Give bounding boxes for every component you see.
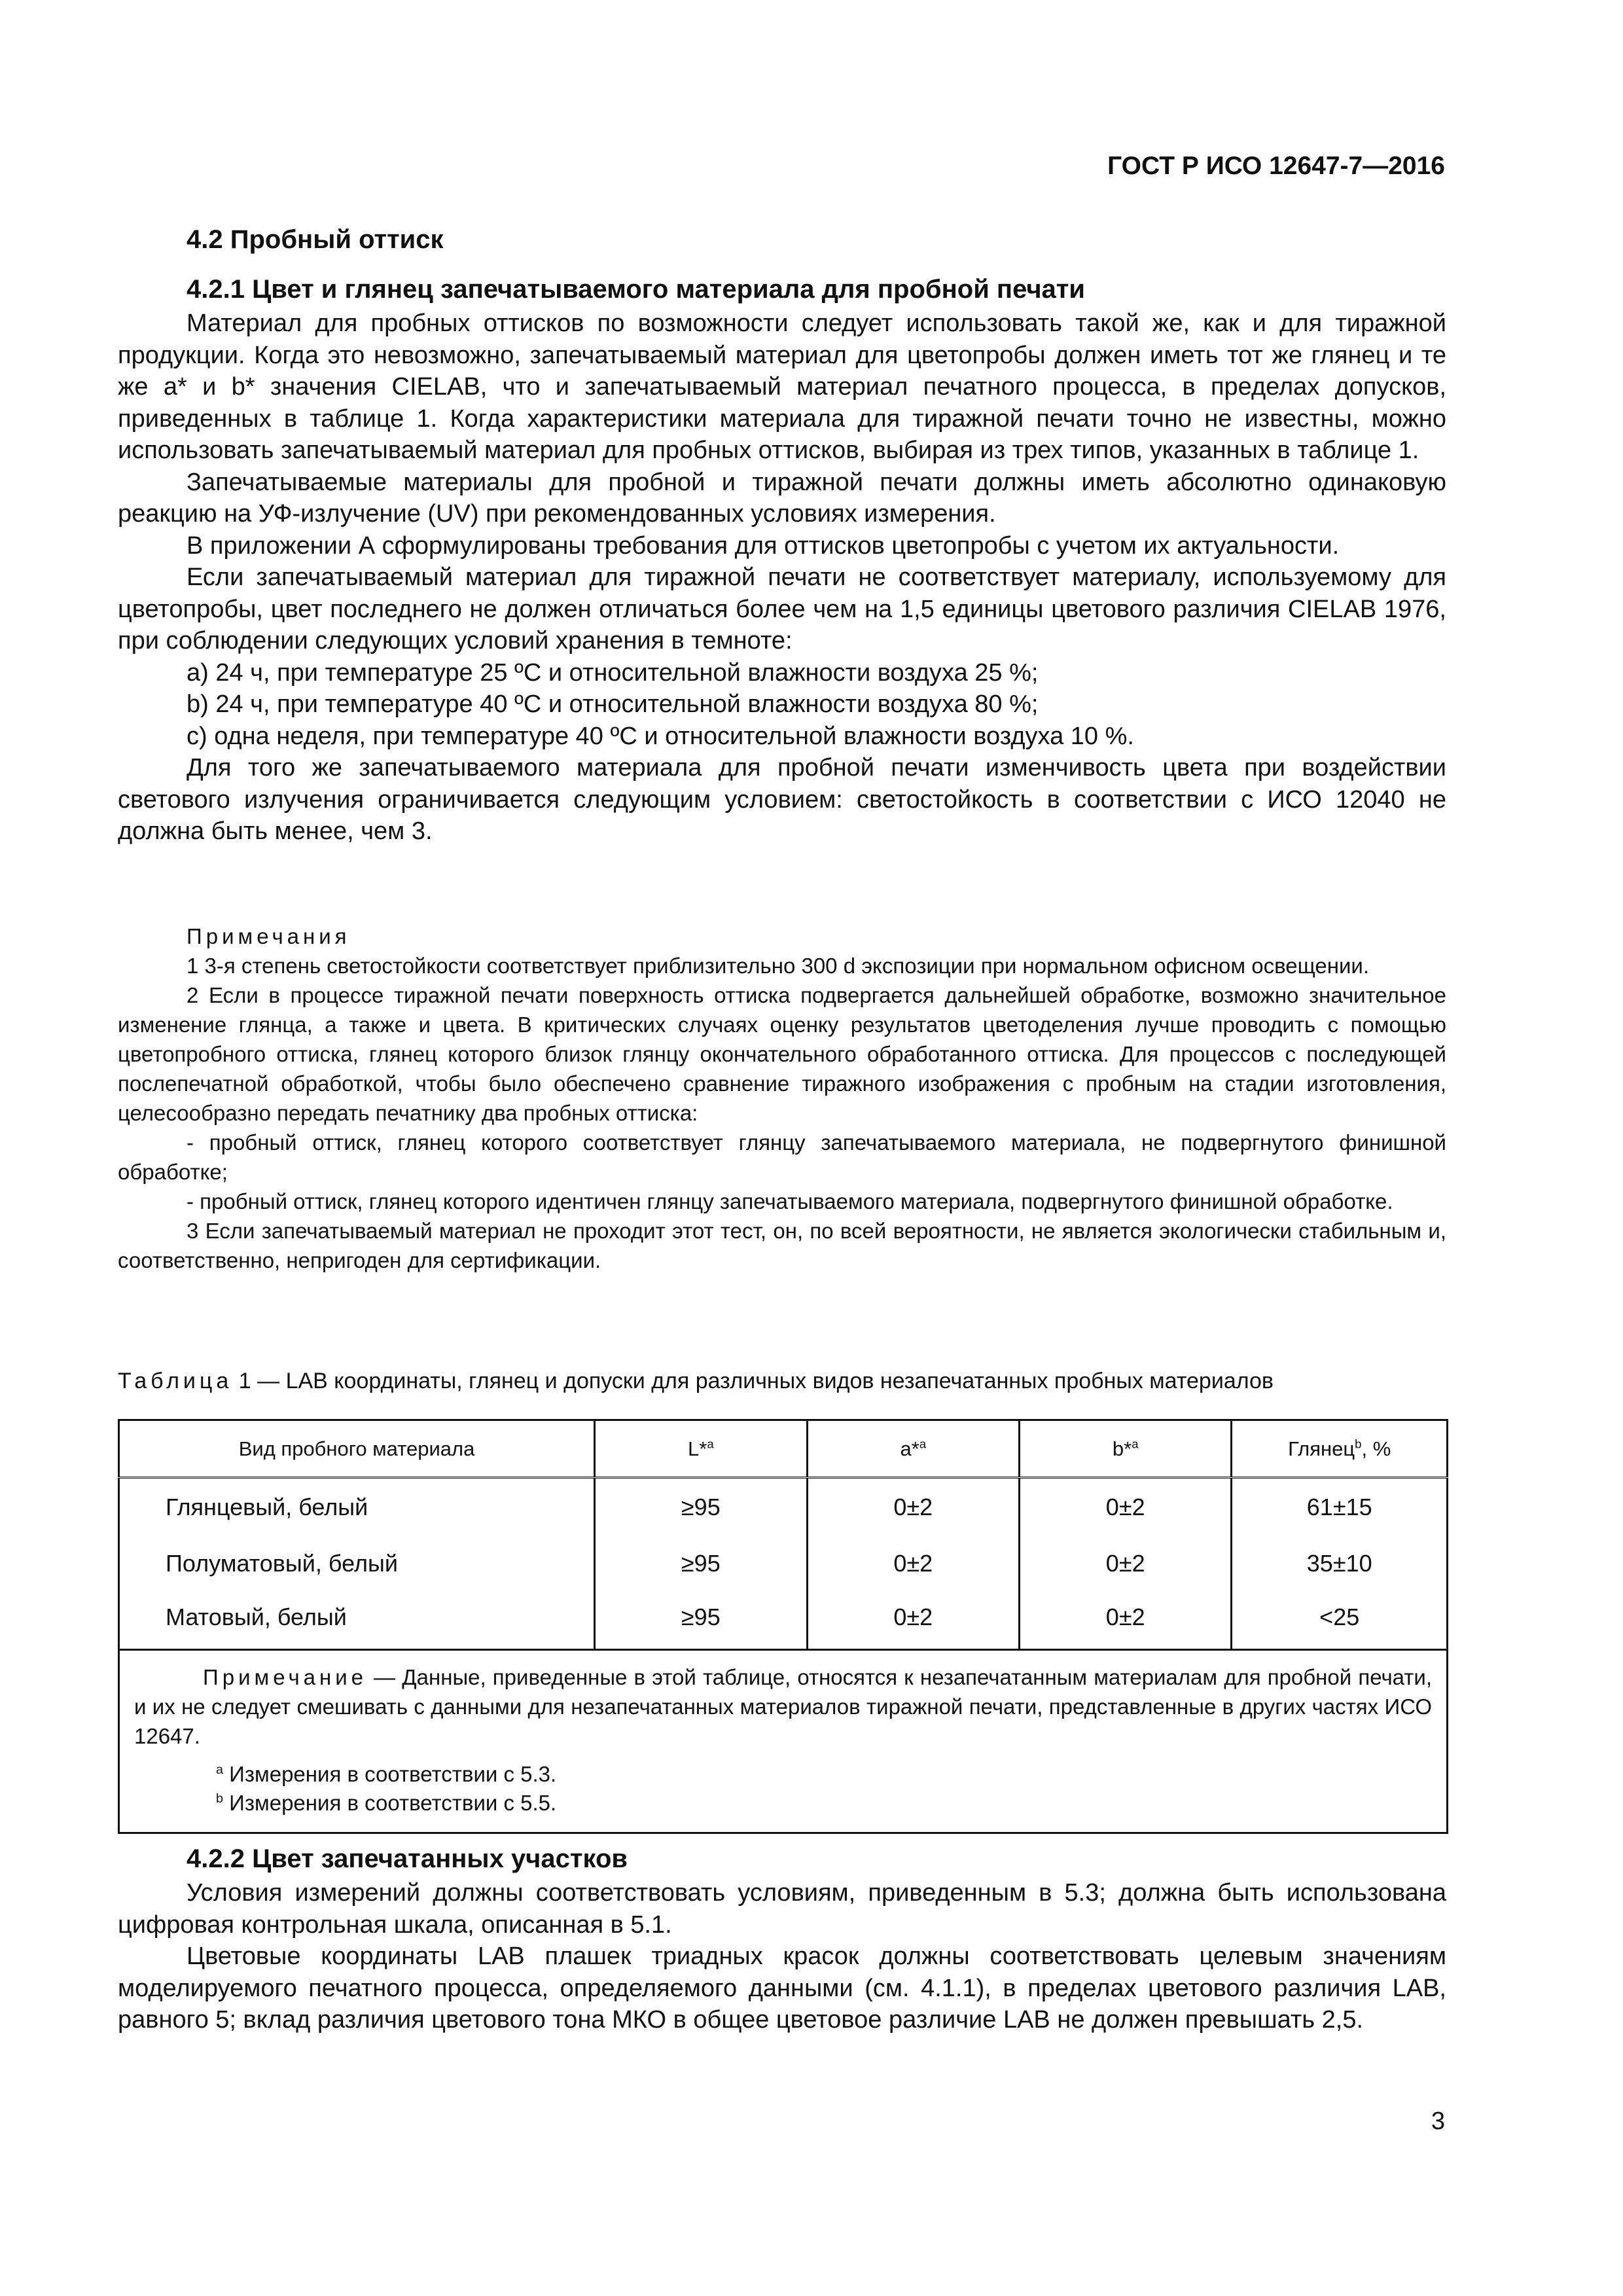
table-caption bbox=[118, 1369, 1274, 1394]
table-cell: 0±2 bbox=[807, 1537, 1019, 1590]
table-note-text: — Данные, приведенные в этой таблице, относятся к незапечатанным материалам для пробной печати, и их не следует смешивать с данными для незапечатанных материалов тиражной печати, представленные в других частях ИСО 12647. bbox=[134, 1664, 1432, 1748]
notes-block bbox=[118, 922, 1446, 1275]
table-row bbox=[119, 1537, 1448, 1590]
table-cell: ≥95 bbox=[595, 1478, 807, 1537]
section-title-4-2: 4.2 Пробный оттиск bbox=[187, 225, 444, 254]
paragraph: В приложении А сформулированы требования для оттисков цветопробы с учетом их актуальности. bbox=[187, 531, 1340, 560]
note-item: - пробный оттиск, глянец которого соответствует глянцу запечатываемого материала, не подвергнутого финишной обработке; bbox=[118, 1130, 1446, 1184]
paragraph: Материал для пробных оттисков по возможности следует использовать такой же, как и для тиражной продукции. Когда это невозможно, запечатываемый материал для цветопробы должен иметь тот же глянец и те же a* и b* значения CIELAB, что и запечатываемый материал печатного процесса, в пределах допусков, приведенных в таблице 1. Когда характеристики материала для тиражной печати точно не известны, можно использовать запечатываемый материал для пробных оттисков, выбирая из трех типов, указанных в таблице 1. bbox=[118, 310, 1446, 464]
table-cell: 0±2 bbox=[1019, 1478, 1231, 1537]
table-cell: ≥95 bbox=[595, 1590, 807, 1650]
subsection-title-4-2-1: 4.2.1 Цвет и глянец запечатываемого материала для пробной печати bbox=[187, 275, 1085, 304]
column-header-a: a*$^a$ bbox=[807, 1420, 1019, 1478]
list-item: c) одна неделя, при температуре 40 ºС и относительной влажности воздуха 10 %. bbox=[187, 722, 1134, 750]
page-number: 3 bbox=[1431, 2108, 1445, 2135]
column-header-material: Вид пробного материала bbox=[119, 1420, 595, 1478]
table-caption-label: Таблица bbox=[118, 1369, 233, 1393]
table-cell: 35±10 bbox=[1232, 1537, 1448, 1590]
paragraph: Если запечатываемый материал для тиражной печати не соответствует материалу, используемому для цветопробы, цвет последнего не должен отличаться более чем на 1,5 единицы цветового различия CIELAB 1976, при соблюдении следующих условий хранения в темноте: bbox=[118, 564, 1446, 655]
lab-table bbox=[118, 1419, 1448, 1834]
note-item: 1 3-я степень светостойкости соответствует приблизительно 300 d экспозиции при нормальном офисном освещении. bbox=[187, 954, 1370, 978]
table-header-row bbox=[119, 1420, 1448, 1478]
paragraph: Для того же запечатываемого материала для пробной печати изменчивость цвета при воздействии светового излучения ограничивается следующим условием: светостойкость в соответствии с ИСО 12040 не должна быть менее, чем 3. bbox=[118, 754, 1446, 845]
table-cell: Глянцевый, белый bbox=[119, 1478, 595, 1537]
table-row bbox=[119, 1478, 1448, 1537]
table-cell: 0±2 bbox=[1019, 1590, 1231, 1650]
subsection-title-4-2-2: 4.2.2 Цвет запечатанных участков bbox=[187, 1844, 628, 1873]
table-cell: 61±15 bbox=[1232, 1478, 1448, 1537]
list-item: a) 24 ч, при температуре 25 ºС и относительной влажности воздуха 25 %; bbox=[187, 658, 1039, 687]
table-cell: Матовый, белый bbox=[119, 1590, 595, 1650]
column-header-gloss: Глянец$^b$, % bbox=[1232, 1420, 1448, 1478]
section-4-2-2-body bbox=[118, 1877, 1446, 2036]
table-cell: 0±2 bbox=[807, 1590, 1019, 1650]
table-footnote-b: $^b$ Измерения в соответствии с 5.5. bbox=[216, 1790, 557, 1815]
table-note-label: Примечание bbox=[203, 1664, 368, 1689]
note-item: 3 Если запечатываемый материал не проходит этот тест, он, по всей вероятности, не является экологически стабильным и, соответственно, непригоден для сертификации. bbox=[118, 1219, 1446, 1272]
section-4-2-1-body bbox=[118, 308, 1446, 848]
table-cell: Полуматовый, белый bbox=[119, 1537, 595, 1590]
column-header-b: b*$^a$ bbox=[1019, 1420, 1231, 1478]
table-caption-text: 1 — LAB координаты, глянец и допуски для различных видов незапечатанных пробных материалов bbox=[238, 1369, 1274, 1393]
table-row bbox=[119, 1590, 1448, 1650]
column-header-l: L*$^a$ bbox=[595, 1420, 807, 1478]
note-item: 2 Если в процессе тиражной печати поверхность оттиска подвергается дальнейшей обработке, возможно значительное изменение глянца, а также и цвета. В критических случаях оценку результатов цветоделения лучше проводить с помощью цветопробного оттиска, глянец которого близок глянцу окончательного обработанного оттиска. Для процессов с последующей послепечатной обработкой, чтобы было обеспечено сравнение тиражного изображения с пробным на стадии изготовления, целесообразно передать печатнику два пробных оттиска: bbox=[118, 983, 1446, 1125]
note-item: - пробный оттиск, глянец которого идентичен глянцу запечатываемого материала, подвергнутого финишной обработке. bbox=[187, 1189, 1393, 1213]
table-cell: <25 bbox=[1232, 1590, 1448, 1650]
table-cell: 0±2 bbox=[807, 1478, 1019, 1537]
paragraph: Цветовые координаты LAB плашек триадных красок должны соответствовать целевым значениям моделируемого печатного процесса, определяемого данными (см. 4.1.1), в пределах цветового различия LAB, равного 5; вклад различия цветового тона МКО в общее цветовое различие LAB не должен превышать 2,5. bbox=[118, 1943, 1446, 2034]
table-footnote-a: $^a$ Измерения в соответствии с 5.3. bbox=[216, 1761, 557, 1786]
notes-heading: Примечания bbox=[187, 924, 351, 948]
table-cell: ≥95 bbox=[595, 1537, 807, 1590]
document-id-header: ГОСТ Р ИСО 12647-7—2016 bbox=[1107, 152, 1445, 180]
paragraph: Условия измерений должны соответствовать условиям, приведенным в 5.3; должна быть использована цифровая контрольная шкала, описанная в 5.1. bbox=[118, 1879, 1446, 1939]
paragraph: Запечатываемые материалы для пробной и тиражной печати должны иметь абсолютно одинаковую реакцию на УФ-излучение (UV) при рекомендованных условиях измерения. bbox=[118, 468, 1446, 528]
table-note-row bbox=[119, 1649, 1448, 1833]
table-cell: 0±2 bbox=[1019, 1537, 1231, 1590]
table-note bbox=[119, 1649, 1448, 1833]
list-item: b) 24 ч, при температуре 40 ºС и относительной влажности воздуха 80 %; bbox=[187, 691, 1039, 718]
